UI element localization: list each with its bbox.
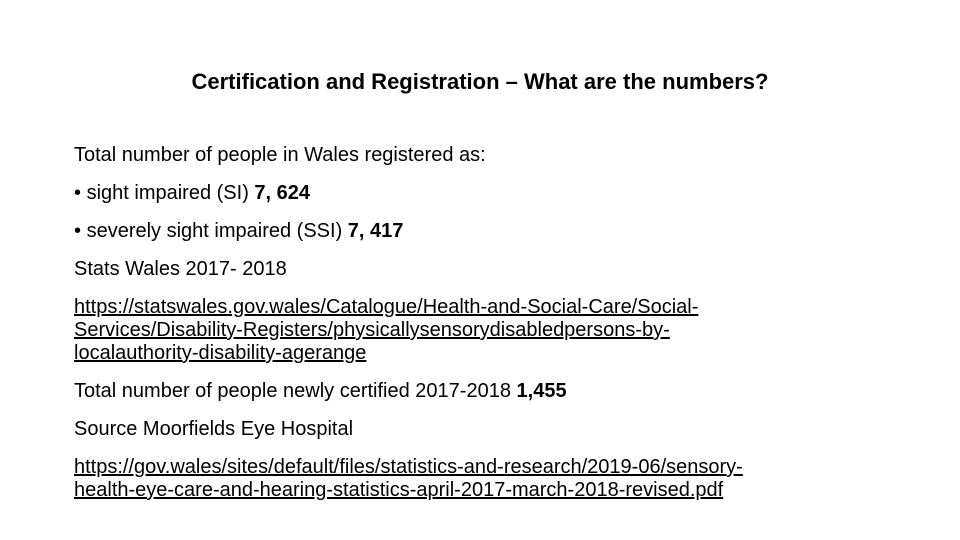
statswales-link[interactable]	[74, 296, 914, 365]
intro-text: Total number of people in Wales registered as:	[74, 144, 486, 166]
slide-title: Certification and Registration – What are the numbers?	[191, 69, 769, 94]
bullet-si	[74, 182, 914, 205]
bullet-ssi	[74, 220, 914, 243]
gov-wales-link-line1[interactable]: https://gov.wales/sites/default/files/statistics-and-research/2019-06/sensory-	[74, 456, 743, 478]
certified-label: Total number of people newly certified 2017-2018	[74, 380, 511, 402]
statswales-link-line3[interactable]: localauthority-disability-agerange	[74, 342, 367, 364]
statswales-link-line1[interactable]: https://statswales.gov.wales/Catalogue/Health-and-Social-Care/Social-	[74, 296, 699, 318]
source-stats-wales: Stats Wales 2017- 2018	[74, 258, 287, 280]
gov-wales-link-line2[interactable]: health-eye-care-and-hearing-statistics-april-2017-march-2018-revised.pdf	[74, 479, 724, 501]
bullet-si-label: sight impaired (SI)	[86, 182, 249, 204]
source-moorfields: Source Moorfields Eye Hospital	[74, 418, 354, 440]
bullet-si-value: 7, 624	[254, 182, 311, 204]
certified-text	[74, 380, 914, 403]
bullet-icon: •	[74, 182, 82, 204]
bullet-ssi-value: 7, 417	[347, 220, 404, 242]
bullet-ssi-label: severely sight impaired (SSI)	[86, 220, 343, 242]
statswales-link-line2[interactable]: Services/Disability-Registers/physicallysensorydisabledpersons-by-	[74, 319, 670, 341]
bullet-icon: •	[74, 220, 82, 242]
gov-wales-link[interactable]	[74, 456, 914, 502]
slide-body	[74, 144, 914, 502]
certified-value: 1,455	[516, 380, 567, 402]
